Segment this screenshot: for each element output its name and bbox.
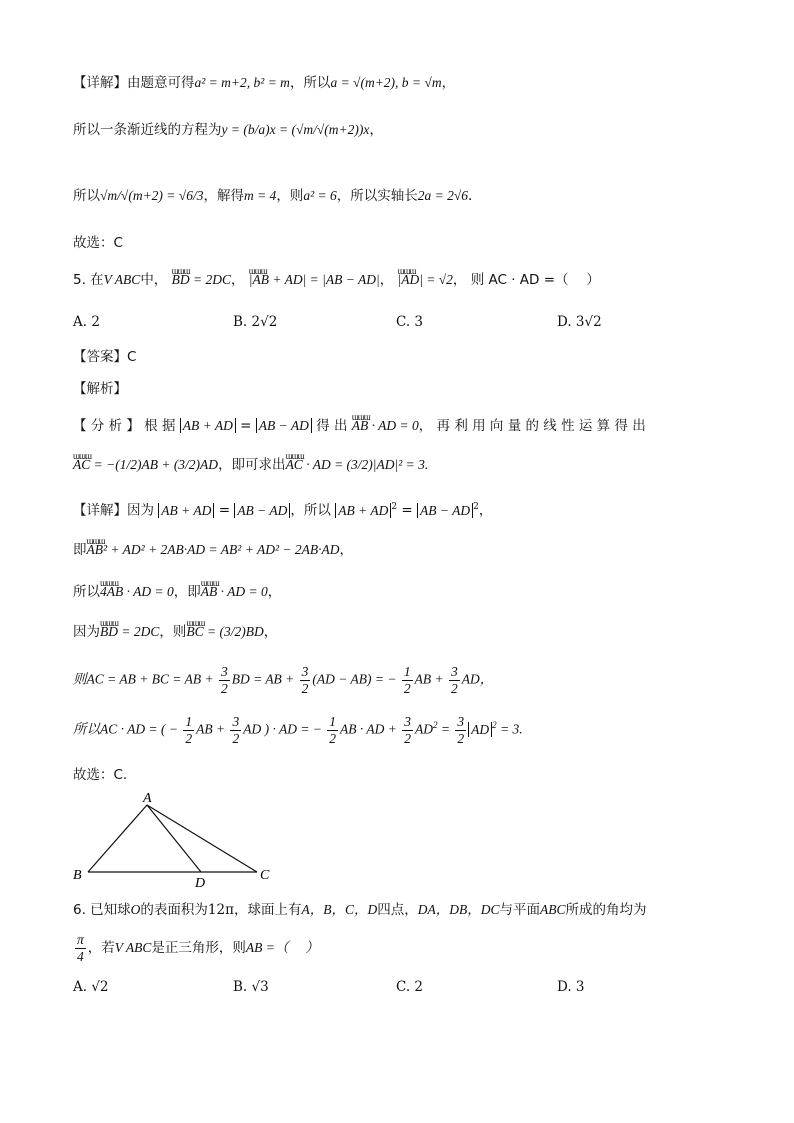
label-b: B bbox=[73, 868, 82, 883]
q6-option-a: A. √2 bbox=[73, 979, 109, 995]
q6-triangle: V ABC bbox=[114, 940, 152, 955]
detail-line-3 bbox=[73, 186, 472, 206]
eq-a2-b2: a² = m+2, b² = m bbox=[194, 75, 290, 90]
q5-cond-2: ɯɯɯ |AB + AD| = |AB − AD| bbox=[249, 270, 380, 290]
dot-zero: ɯɯɯ AB · AD = 0 bbox=[201, 582, 268, 602]
q6-text: 所成的角均为 bbox=[565, 902, 647, 918]
abs-sum: AB + AD bbox=[180, 418, 236, 433]
text-ji-2: ，即 bbox=[173, 584, 201, 600]
comma: ， bbox=[263, 624, 278, 640]
label-c: C bbox=[260, 868, 270, 883]
m-value: m = 4 bbox=[243, 188, 277, 203]
fenxi-mid: 得 出 bbox=[316, 418, 348, 434]
q6-text: 四点， bbox=[377, 902, 418, 918]
q5-option-c: C. 3 bbox=[396, 314, 424, 330]
ac-dot-ad: ɯɯɯ AC · AD = (3/2)|AD|² = 3. bbox=[286, 455, 429, 475]
abs-sum-2: AB + AD bbox=[158, 503, 214, 518]
comma: ， bbox=[267, 584, 282, 600]
triangle-figure bbox=[65, 788, 285, 893]
q6-text: 与平面 bbox=[499, 902, 540, 918]
abs-diff-2: AB − AD bbox=[234, 503, 290, 518]
bc-eq: ɯɯɯ BC = (3/2)BD bbox=[186, 622, 263, 642]
detail-label-2: 【详解】因为 bbox=[73, 502, 154, 519]
comma: ， bbox=[479, 671, 494, 688]
q6-plane: ABC bbox=[539, 902, 566, 917]
comma: ， bbox=[339, 542, 353, 558]
text-ji: 即 bbox=[73, 542, 87, 558]
comma: ， bbox=[441, 75, 456, 91]
comma: ， bbox=[478, 502, 493, 519]
abs-diff: AB − AD bbox=[256, 418, 312, 433]
a2-value: a² = 6 bbox=[303, 188, 337, 203]
label-d: D bbox=[195, 876, 206, 891]
abs-sum-sq: AB + AD bbox=[335, 503, 391, 518]
abs-diff-sq: AB − AD bbox=[417, 503, 473, 518]
text-then-2: 则 bbox=[73, 671, 87, 688]
real-axis-value: 2a = 2√6 bbox=[417, 188, 469, 203]
text-real-axis: ，所以实轴长 bbox=[336, 188, 418, 204]
question-5: 5. 在V ABC中， ɯɯɯ BD = 2DC， ɯɯɯ |AB + AD| = |AB − AD|， ɯɯɯ |AD| = √2， 则 AC · AD =（ ） bbox=[73, 270, 600, 290]
choice-1: 故选：C bbox=[73, 235, 123, 251]
answer-label: 【答案】C bbox=[73, 349, 137, 365]
fenxi2-mid: ，即可求出 bbox=[218, 457, 286, 473]
period: . bbox=[468, 188, 473, 204]
eq-a-b: a = √(m+2), b = √m bbox=[330, 75, 442, 90]
edge-ac bbox=[147, 805, 257, 872]
detail-line-1 bbox=[73, 73, 455, 93]
detail-label: 【详解】由题意可得 bbox=[73, 75, 195, 91]
text-solve: ，解得 bbox=[203, 188, 244, 204]
period: . bbox=[519, 721, 523, 737]
choice-2: 故选：C. bbox=[73, 767, 128, 783]
q6-option-c: C. 2 bbox=[396, 979, 424, 995]
edge-ad bbox=[147, 805, 201, 872]
q5-cond-1: ɯɯɯ BD = 2DC bbox=[172, 270, 231, 290]
suoyi-line-1 bbox=[73, 582, 281, 602]
q5-text: 中， bbox=[140, 272, 168, 288]
text-then: ，则 bbox=[276, 188, 304, 204]
q5-option-b: B. 2√2 bbox=[233, 314, 278, 330]
text-because: 因为 bbox=[73, 624, 100, 640]
text-so-2: ，所以 bbox=[290, 502, 331, 519]
q6-area: 12π bbox=[207, 902, 234, 918]
detail-q5-line-1: 【详解】因为 AB + AD = AB − AD ，所以 AB + AD $^2$ = AB − AD $^2$， bbox=[73, 502, 493, 519]
q5-option-d: D. 3√2 bbox=[557, 314, 602, 330]
bd-eq: ɯɯɯ BD = 2DC bbox=[100, 622, 159, 642]
edge-ab bbox=[88, 805, 147, 872]
q6-lines: DA，DB，DC bbox=[417, 902, 500, 917]
comma: ， bbox=[369, 122, 383, 138]
pi-over-4: $\frac{\pi}{4}$ bbox=[77, 932, 84, 964]
question-6-line-2 bbox=[73, 932, 319, 965]
four-dot: ɯɯɯ 4AB · AD = 0 bbox=[100, 582, 174, 602]
q6-text: ，球面上有 bbox=[233, 902, 302, 918]
q6-sphere: O bbox=[130, 902, 141, 917]
q6-points: A，B，C，D bbox=[301, 902, 378, 917]
ratio-eq: √m/√(m+2) = √6/3 bbox=[100, 188, 204, 203]
suoyi-line-2: 所以AC · AD = ( − $\frac{1}{2}$ AB + $\frac{3}{2}$ AD ) · AD = − $\frac{1}{2}$ AB · AD + $\frac{3}{2}$ $AD^2$ = $\frac{3}{2}$ AD $^2$ = 3. bbox=[73, 714, 523, 746]
text-so: 所以 bbox=[73, 188, 100, 204]
fenxi-label: 【 分 析 】 根 据 bbox=[73, 418, 176, 434]
q6-text: 的表面积为 bbox=[140, 902, 208, 918]
analysis-label: 【解析】 bbox=[73, 381, 127, 397]
question-6 bbox=[73, 900, 646, 920]
fenxi-line-2 bbox=[73, 455, 428, 475]
ac-expression: ɯɯɯ AC = −(1/2)AB + (3/2)AD bbox=[73, 455, 218, 475]
q5-number: 5. 在 bbox=[73, 272, 104, 288]
q6-number: 6. 已知球 bbox=[73, 902, 131, 918]
label-a: A bbox=[143, 791, 152, 806]
asymptote-text: 所以一条渐近线的方程为 bbox=[73, 122, 222, 138]
q6-option-b: B. √3 bbox=[233, 979, 269, 995]
fenxi-line-1: 【 分 析 】 根 据 AB + AD = AB − AD 得 出 ɯɯɯ AB · AD = 0， 再 利 用 向 量 的 线 性 运 算 得 出 bbox=[73, 416, 646, 436]
q5-option-a: A. 2 bbox=[73, 314, 100, 330]
yinwei-line bbox=[73, 622, 277, 642]
q5-triangle: V ABC bbox=[103, 272, 141, 287]
fenxi-dot-zero: ɯɯɯ AB · AD = 0 bbox=[352, 416, 419, 436]
ji-line bbox=[73, 540, 353, 560]
fenxi-end: ， 再 利 用 向 量 的 线 性 运 算 得 出 bbox=[418, 418, 646, 434]
q6-text: ，若 bbox=[87, 940, 115, 956]
expand-eq: ɯɯɯ AB² + AD² + 2AB·AD = AB² + AD² − 2AB·AD bbox=[87, 540, 340, 560]
text-then: ，则 bbox=[159, 624, 187, 640]
q5-cond-3: ɯɯɯ |AD| = √2 bbox=[397, 270, 452, 290]
detail-line-2 bbox=[73, 120, 383, 140]
text-so-3: 所以 bbox=[73, 721, 100, 738]
text-so: 所以 bbox=[73, 584, 100, 600]
asymptote-eq: y = (b/a)x = (√m/√(m+2))x bbox=[221, 122, 370, 137]
q6-text: 是正三角形，则 bbox=[151, 940, 246, 956]
q6-ask: AB =（ ） bbox=[245, 940, 319, 955]
q5-ask: 则 AC · AD =（ ） bbox=[470, 272, 600, 288]
text-so: ，所以 bbox=[289, 75, 331, 91]
ze-line: 则AC = AB + BC = AB + $\frac{3}{2}$ BD = AB + $\frac{3}{2}$ (AD − AB) = − $\frac{1}{2}$ AB + $\frac{3}{2}$ AD， bbox=[73, 664, 494, 696]
q6-option-d: D. 3 bbox=[557, 979, 585, 995]
